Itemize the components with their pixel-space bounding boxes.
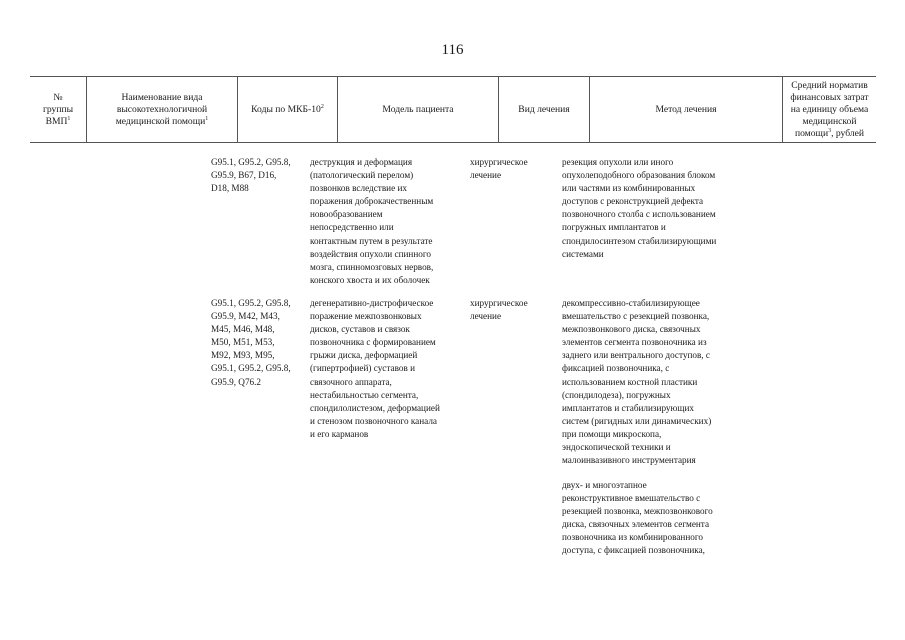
header-care-type: Наименование вида высокотехнологичной медицинской помощи$^1$ <box>115 91 209 127</box>
row-1-treatment-method: резекция опухоли или иного опухолеподобного образования блоком или частями из комбинированных доступов с реконструкцией дефекта позвоночного столба с использованием погружных имплантатов и спондилосинтезом стабилизирующими системами <box>562 157 717 259</box>
row-1-icd-codes: G95.1, G95.2, G95.8, G95.9, B67, D16, D18, M88 <box>211 157 291 194</box>
treatment-table <box>30 76 876 143</box>
row-2-treatment-kind: хирургическое лечение <box>470 298 528 322</box>
header-average-cost: Средний норматив финансовых затрат на единицу объема медицинской помощи$^3$, рублей <box>790 79 869 139</box>
header-icd-codes: Коды по МКБ-$10^2$ <box>251 103 324 115</box>
page-number: 116 <box>441 42 464 58</box>
row-2-patient-model: дегенеративно-дистрофическое поражение межпозвонковых дисков, суставов и связок позвоночника с формированием грыжи диска, деформацией (гипертрофией) суставов и связочного аппарата, нестабильностью сегмента, спондилолистезом, деформацией и стенозом позвоночного канала и его карманов <box>310 298 440 439</box>
header-patient-model: Модель пациента <box>382 103 454 115</box>
header-group-number: № группы ВМП$^1$ <box>42 91 74 127</box>
header-treatment-kind: Вид лечения <box>518 103 570 115</box>
row-1-patient-model: деструкция и деформация (патологический перелом) позвонков вследствие их поражения доброкачественным новообразованием непосредственно или контактным путем в результате воздействия опухоли спинного мозга, спинномозговых нервов, конского хвоста и их оболочек <box>310 157 434 285</box>
header-treatment-method: Метод лечения <box>655 103 717 115</box>
row-2-icd-codes: G95.1, G95.2, G95.8, G95.9, M42, M43, M45, M46, M48, M50, M51, M53, M92, M93, M95, G95.1, G95.2, G95.8, G95.9, Q76.2 <box>211 298 291 387</box>
row-2-treatment-method: декомпрессивно-стабилизирующее вмешательство с резекцией позвонка, межпозвонкового диска, связочных элементов сегмента позвоночника из заднего или вентрального доступов, с фиксацией позвоночника, с использованием костной пластики (спондилодеза), погружных имплантатов и стабилизирующих систем (ригидных или динамических) при помощи микроскопа, эндоскопической техники и малоинвазивного инструментария <box>562 298 712 466</box>
row-1-treatment-kind: хирургическое лечение <box>470 157 528 181</box>
row-2-treatment-method-2: двух- и многоэтапное реконструктивное вмешательство с резекцией позвонка, межпозвонкового диска, связочных элементов сегмента позвоночника из комбинированного доступа, с фиксацией позвоночника, <box>562 480 713 556</box>
table-header <box>30 76 876 143</box>
